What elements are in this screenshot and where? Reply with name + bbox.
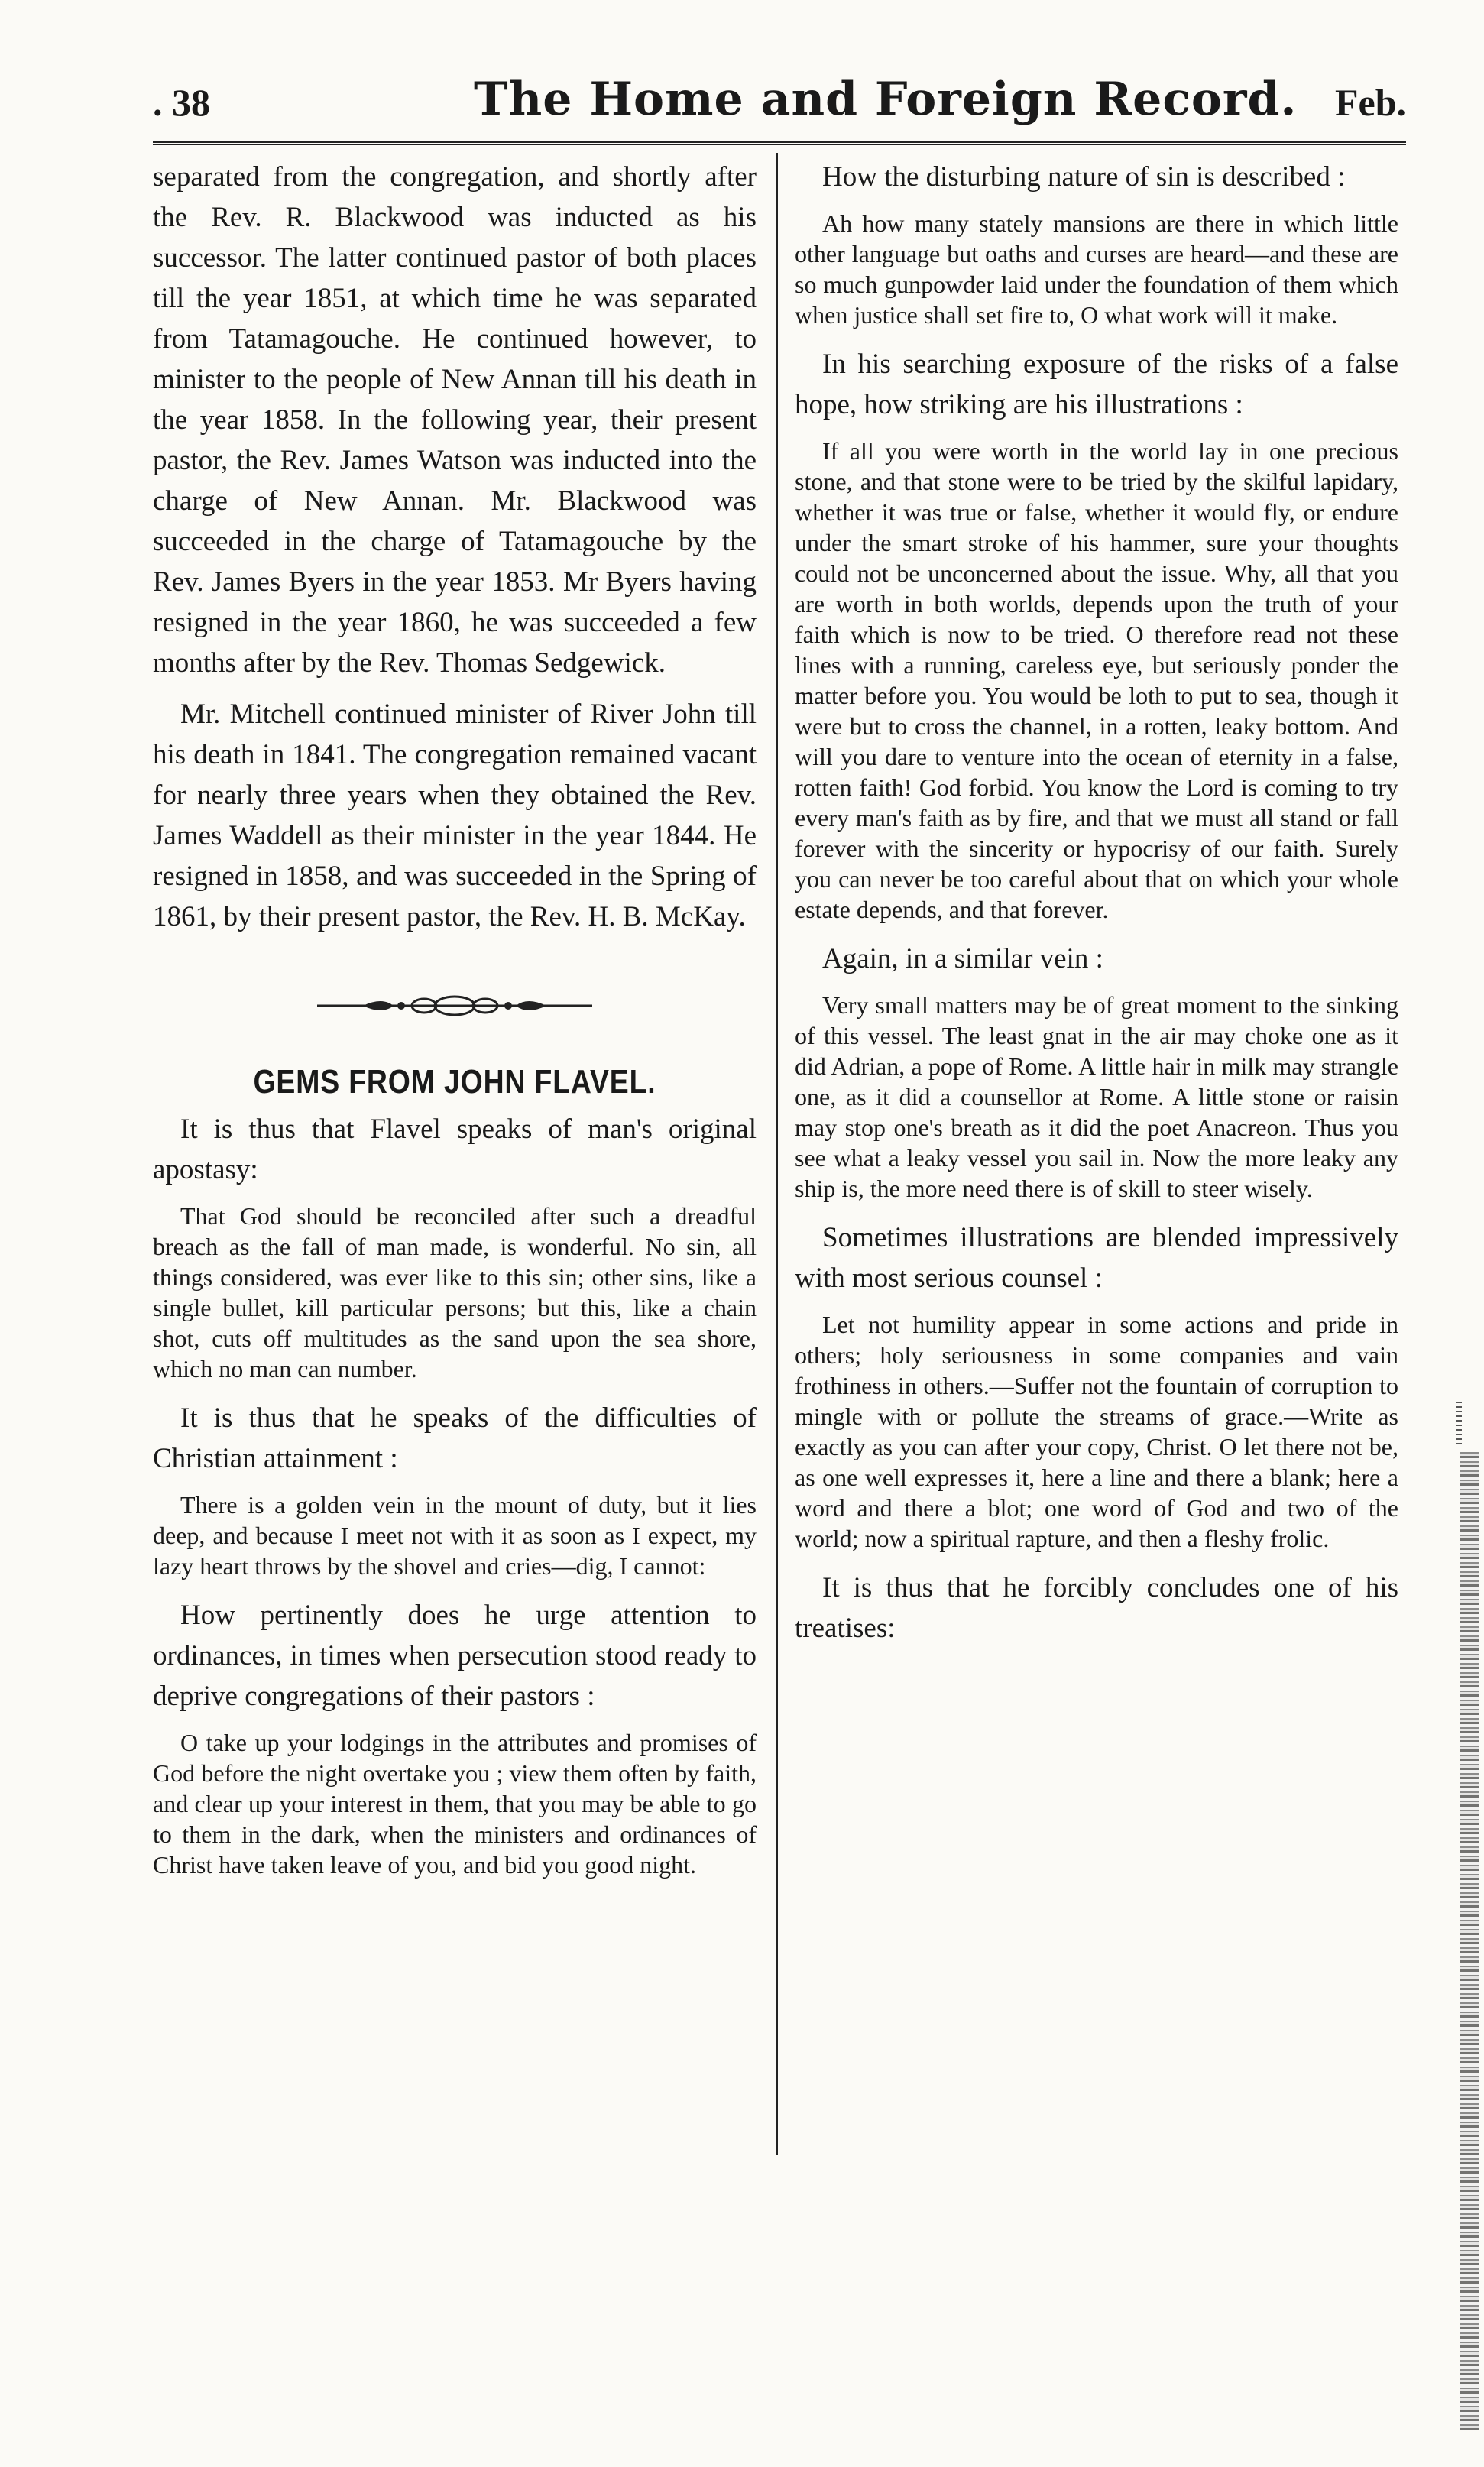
paragraph: It is thus that Flavel speaks of man's original apostasy:	[153, 1114, 757, 1185]
ornament-divider	[317, 990, 592, 1021]
section-heading: GEMS FROM JOHN FLAVEL.	[253, 1063, 656, 1101]
paragraph: It is thus that he speaks of the difficulties of Christian attainment :	[153, 1402, 757, 1474]
paragraph: Mr. Mitchell continued minister of River John till his death in 1841. The congregation remained vacant for nearly three years when they obtained the Rev. James Waddell as their minister in the year 1844. He resigned in 1858, and was succeeded in the Spring of 1861, by their present pastor, the Rev. H. B. McKay.	[153, 699, 757, 932]
block-quote: If all you were worth in the world lay in one precious stone, and that stone were to be tried by the skilful lapidary, whether it was true or false, whether it would fly, or endure under the smart stroke of his hammer, sure your thoughts could not be unconcerned about the issue. Why, all that you are worth in both worlds, depends upon the truth of your faith which is now to be tried. O therefore read not these lines with a running, careless eye, but seriously ponder the matter before you. You would be loth to put to sea, though it were but to cross the channel, in a rotten, leaky bottom. And will you dare to venture into the ocean of eternity in a false, rotten faith! God forbid. You know the Lord is coming to try every man's faith as by fire, and that we must all stand or fall forever with the sincerity or hypocrisy of our faith. Surely you can never be too careful about that on which your whole estate depends, and that forever.	[795, 437, 1398, 923]
right-column	[795, 157, 1398, 1659]
block-quote: Ah how many stately mansions are there in which little other language but oaths and curses are heard—and these are so much gunpowder laid under the foundation of them which when justice shall set fire to, O what work will it make.	[795, 209, 1398, 329]
page-number: . 38	[153, 81, 210, 124]
issue-month: Feb.	[1334, 81, 1406, 124]
running-title: The Home and Foreign Record.	[474, 73, 1298, 126]
paragraph: How pertinently does he urge attention to ordinances, in times when persecution stood ready to deprive congregations of their pastors :	[153, 1600, 757, 1712]
scan-artifact	[1456, 1399, 1462, 1444]
page-header	[153, 73, 1406, 141]
paragraph: It is thus that he forcibly concludes one of his treatises:	[795, 1572, 1398, 1644]
paragraph: How the disturbing nature of sin is described :	[822, 161, 1346, 193]
paragraph: separated from the congregation, and shortly after the Rev. R. Blackwood was inducted as his successor. The latter continued pastor of both places till the year 1851, at which time he was separated from Tatamagouche. He continued however, to minister to the people of New Annan till his death in the year 1858. In the following year, their present pastor, the Rev. James Watson was inducted into the charge of New Annan. Mr. Blackwood was succeeded in the charge of Tatamagouche by the Rev. James Byers in the year 1853. Mr Byers having resigned in the year 1860, he was succeeded a few months after by the Rev. Thomas Sedgewick.	[153, 161, 757, 679]
column-divider	[776, 153, 778, 2155]
paragraph: Sometimes illustrations are blended impressively with most serious counsel :	[795, 1222, 1398, 1294]
left-column	[153, 157, 757, 1894]
scan-edge-artifact	[1460, 1452, 1479, 2430]
block-quote: O take up your lodgings in the attributes and promises of God before the night overtake you ; view them often by faith, and clear up your interest in them, that you may be able to go to them in the dark, when the ministers and ordinances of Christ have taken leave of you, and bid you good night.	[153, 1729, 757, 1879]
paragraph: Again, in a similar vein :	[822, 943, 1103, 974]
block-quote: Very small matters may be of great moment to the sinking of this vessel. The least gnat in the air may choke one as it did Adrian, a pope of Rome. A little hair in milk may strangle one, as it did a counsellor at Rome. A little stone or raisin may stop one's breath as it did the poet Anacreon. Thus you see what a leaky vessel you sail in. Now the more leaky any ship is, the more need there is of skill to steer wisely.	[795, 991, 1398, 1202]
paragraph: In his searching exposure of the risks of a false hope, how striking are his illustrations :	[795, 348, 1398, 420]
block-quote: That God should be reconciled after such a dreadful breach as the fall of man made, is wonderful. No sin, all things considered, was ever like to this sin; other sins, like a single bullet, kill particular persons; but this, like a chain shot, cuts off multitudes as the sand upon the sea shore, which no man can number.	[153, 1202, 757, 1383]
header-rule	[153, 141, 1406, 145]
block-quote: Let not humility appear in some actions and pride in others; holy seriousness in some companies and vain frothiness in others.—Suffer not the fountain of corruption to mingle with or pollute the streams of grace.—Write as exactly as you can after your copy, Christ. O let there not be, as one well expresses it, here a line and there a blank; here a word and there a blot; one word of God and two of the world; now a spiritual rapture, and then a fleshy frolic.	[795, 1311, 1398, 1552]
block-quote: There is a golden vein in the mount of duty, but it lies deep, and because I meet not with it as soon as I expect, my lazy heart throws by the shovel and cries—dig, I cannot:	[153, 1491, 757, 1580]
